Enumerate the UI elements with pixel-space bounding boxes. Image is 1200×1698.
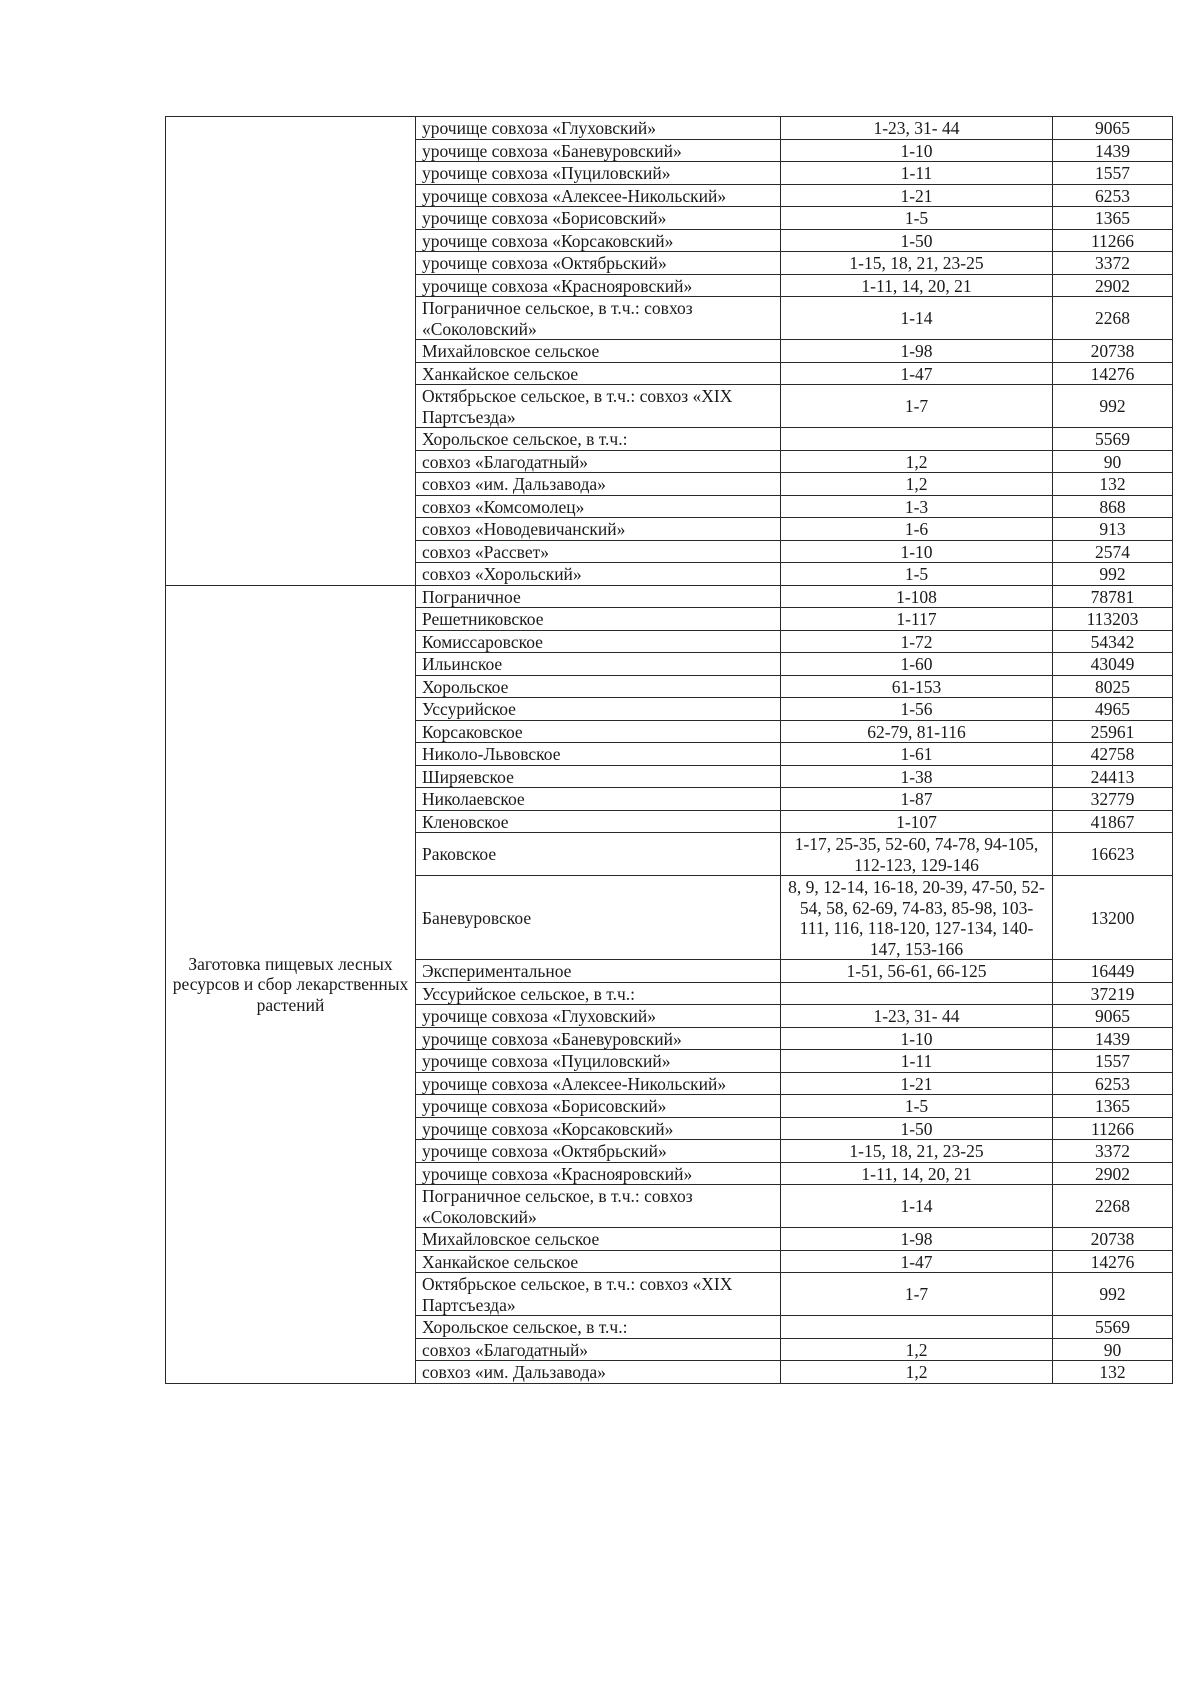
quarter-numbers-cell: 1-21: [781, 1072, 1053, 1095]
area-cell: 6253: [1053, 184, 1173, 207]
quarter-numbers-cell: 1-6: [781, 518, 1053, 541]
quarter-numbers-cell: 1-60: [781, 653, 1053, 676]
area-cell: 9065: [1053, 1005, 1173, 1028]
area-cell: 132: [1053, 1361, 1173, 1384]
quarter-numbers-cell: 1-47: [781, 1250, 1053, 1273]
quarter-numbers-cell: 1-56: [781, 698, 1053, 721]
forestry-name-cell: урочище совхоза «Борисовский»: [416, 1095, 781, 1118]
forestry-name-cell: урочище совхоза «Борисовский»: [416, 207, 781, 230]
area-cell: 1365: [1053, 207, 1173, 230]
forest-resources-table: [165, 116, 1173, 1384]
area-cell: 868: [1053, 495, 1173, 518]
area-cell: 4965: [1053, 698, 1173, 721]
area-cell: 1557: [1053, 1050, 1173, 1073]
quarter-numbers-cell: 1-23, 31- 44: [781, 1005, 1053, 1028]
activity-type-cell: [166, 117, 416, 586]
quarter-numbers-cell: 1,2: [781, 1338, 1053, 1361]
quarter-numbers-cell: 1-50: [781, 1117, 1053, 1140]
quarter-numbers-cell: 1-5: [781, 563, 1053, 586]
forestry-name-cell: Николаевское: [416, 788, 781, 811]
area-cell: 2574: [1053, 540, 1173, 563]
quarter-numbers-cell: 1,2: [781, 473, 1053, 496]
quarter-numbers-cell: 1-38: [781, 765, 1053, 788]
area-cell: 1365: [1053, 1095, 1173, 1118]
area-cell: 5569: [1053, 1316, 1173, 1339]
quarter-numbers-cell: 1-50: [781, 229, 1053, 252]
forestry-name-cell: Михайловское сельское: [416, 340, 781, 363]
forestry-name-cell: совхоз «Хорольский»: [416, 563, 781, 586]
area-cell: 16449: [1053, 960, 1173, 983]
quarter-numbers-cell: 1-98: [781, 1228, 1053, 1251]
forestry-name-cell: урочище совхоза «Пуциловский»: [416, 1050, 781, 1073]
forestry-name-cell: Хорольское: [416, 675, 781, 698]
forestry-name-cell: Решетниковское: [416, 608, 781, 631]
forestry-name-cell: Экспериментальное: [416, 960, 781, 983]
quarter-numbers-cell: 1-5: [781, 207, 1053, 230]
quarter-numbers-cell: 1-11: [781, 162, 1053, 185]
area-cell: 3372: [1053, 252, 1173, 275]
activity-type-cell: Заготовка пищевых лесных ресурсов и сбор лекарственных растений: [166, 585, 416, 1383]
forestry-name-cell: урочище совхоза «Глуховский»: [416, 117, 781, 140]
forestry-name-cell: Ханкайское сельское: [416, 1250, 781, 1273]
area-cell: 6253: [1053, 1072, 1173, 1095]
area-cell: 2268: [1053, 1185, 1173, 1228]
area-cell: 11266: [1053, 229, 1173, 252]
quarter-numbers-cell: 1,2: [781, 450, 1053, 473]
forestry-name-cell: совхоз «Благодатный»: [416, 450, 781, 473]
quarter-numbers-cell: 1-7: [781, 1273, 1053, 1316]
area-cell: 37219: [1053, 982, 1173, 1005]
forestry-name-cell: Пограничное сельское, в т.ч.: совхоз «Соколовский»: [416, 297, 781, 340]
quarter-numbers-cell: 1-107: [781, 810, 1053, 833]
quarter-numbers-cell: 1-108: [781, 585, 1053, 608]
quarter-numbers-cell: [781, 982, 1053, 1005]
forestry-name-cell: совхоз «им. Дальзавода»: [416, 1361, 781, 1384]
forestry-name-cell: Пограничное: [416, 585, 781, 608]
forestry-name-cell: Комиссаровское: [416, 630, 781, 653]
area-cell: 1439: [1053, 139, 1173, 162]
area-cell: 992: [1053, 1273, 1173, 1316]
area-cell: 992: [1053, 385, 1173, 428]
quarter-numbers-cell: 1-87: [781, 788, 1053, 811]
forestry-name-cell: совхоз «Комсомолец»: [416, 495, 781, 518]
area-cell: 1557: [1053, 162, 1173, 185]
quarter-numbers-cell: 62-79, 81-116: [781, 720, 1053, 743]
area-cell: 3372: [1053, 1140, 1173, 1163]
forestry-name-cell: Корсаковское: [416, 720, 781, 743]
quarter-numbers-cell: 1,2: [781, 1361, 1053, 1384]
forestry-name-cell: урочище совхоза «Корсаковский»: [416, 1117, 781, 1140]
area-cell: 20738: [1053, 1228, 1173, 1251]
quarter-numbers-cell: 1-15, 18, 21, 23-25: [781, 252, 1053, 275]
quarter-numbers-cell: 1-5: [781, 1095, 1053, 1118]
area-cell: 11266: [1053, 1117, 1173, 1140]
forestry-name-cell: Михайловское сельское: [416, 1228, 781, 1251]
forestry-name-cell: Ханкайское сельское: [416, 362, 781, 385]
forestry-name-cell: Баневуровское: [416, 876, 781, 960]
quarter-numbers-cell: 1-21: [781, 184, 1053, 207]
area-cell: 90: [1053, 450, 1173, 473]
quarter-numbers-cell: 61-153: [781, 675, 1053, 698]
forestry-name-cell: совхоз «им. Дальзавода»: [416, 473, 781, 496]
area-cell: 78781: [1053, 585, 1173, 608]
area-cell: 13200: [1053, 876, 1173, 960]
area-cell: 14276: [1053, 1250, 1173, 1273]
document-page: [165, 116, 1172, 1384]
forestry-name-cell: Пограничное сельское, в т.ч.: совхоз «Соколовский»: [416, 1185, 781, 1228]
area-cell: 5569: [1053, 428, 1173, 451]
quarter-numbers-cell: 1-14: [781, 297, 1053, 340]
forestry-name-cell: Хорольское сельское, в т.ч.:: [416, 1316, 781, 1339]
forestry-name-cell: Октябрьское сельское, в т.ч.: совхоз «XIX Партсъезда»: [416, 1273, 781, 1316]
forestry-name-cell: урочище совхоза «Глуховский»: [416, 1005, 781, 1028]
forestry-name-cell: Ширяевское: [416, 765, 781, 788]
area-cell: 90: [1053, 1338, 1173, 1361]
area-cell: 41867: [1053, 810, 1173, 833]
forestry-name-cell: урочище совхоза «Пуциловский»: [416, 162, 781, 185]
quarter-numbers-cell: 1-17, 25-35, 52-60, 74-78, 94-105, 112-123, 129-146: [781, 833, 1053, 876]
forestry-name-cell: Николо-Львовское: [416, 743, 781, 766]
quarter-numbers-cell: 1-7: [781, 385, 1053, 428]
area-cell: 132: [1053, 473, 1173, 496]
forestry-name-cell: урочище совхоза «Баневуровский»: [416, 1027, 781, 1050]
area-cell: 2902: [1053, 1162, 1173, 1185]
area-cell: 2268: [1053, 297, 1173, 340]
quarter-numbers-cell: 1-15, 18, 21, 23-25: [781, 1140, 1053, 1163]
area-cell: 25961: [1053, 720, 1173, 743]
quarter-numbers-cell: 8, 9, 12-14, 16-18, 20-39, 47-50, 52-54, 58, 62-69, 74-83, 85-98, 103-111, 116, 118-120, 127-134, 140-147, 153-166: [781, 876, 1053, 960]
area-cell: 14276: [1053, 362, 1173, 385]
quarter-numbers-cell: 1-11, 14, 20, 21: [781, 274, 1053, 297]
forestry-name-cell: совхоз «Благодатный»: [416, 1338, 781, 1361]
forestry-name-cell: совхоз «Рассвет»: [416, 540, 781, 563]
area-cell: 24413: [1053, 765, 1173, 788]
area-cell: 992: [1053, 563, 1173, 586]
area-cell: 9065: [1053, 117, 1173, 140]
forestry-name-cell: урочище совхоза «Октябрьский»: [416, 252, 781, 275]
quarter-numbers-cell: 1-117: [781, 608, 1053, 631]
quarter-numbers-cell: 1-10: [781, 540, 1053, 563]
forestry-name-cell: урочище совхоза «Октябрьский»: [416, 1140, 781, 1163]
forestry-name-cell: урочище совхоза «Баневуровский»: [416, 139, 781, 162]
quarter-numbers-cell: 1-14: [781, 1185, 1053, 1228]
forestry-name-cell: Октябрьское сельское, в т.ч.: совхоз «XIX Партсъезда»: [416, 385, 781, 428]
area-cell: 54342: [1053, 630, 1173, 653]
quarter-numbers-cell: 1-3: [781, 495, 1053, 518]
forestry-name-cell: урочище совхоза «Алексее-Никольский»: [416, 184, 781, 207]
forestry-name-cell: Уссурийское: [416, 698, 781, 721]
forestry-name-cell: Ильинское: [416, 653, 781, 676]
forestry-name-cell: урочище совхоза «Краснояровский»: [416, 274, 781, 297]
quarter-numbers-cell: 1-72: [781, 630, 1053, 653]
forestry-name-cell: урочище совхоза «Алексее-Никольский»: [416, 1072, 781, 1095]
area-cell: 20738: [1053, 340, 1173, 363]
table-row: [166, 117, 1173, 140]
forestry-name-cell: Кленовское: [416, 810, 781, 833]
quarter-numbers-cell: 1-11: [781, 1050, 1053, 1073]
table-body: [166, 117, 1173, 1384]
forestry-name-cell: Уссурийское сельское, в т.ч.:: [416, 982, 781, 1005]
area-cell: 32779: [1053, 788, 1173, 811]
area-cell: 42758: [1053, 743, 1173, 766]
forestry-name-cell: урочище совхоза «Краснояровский»: [416, 1162, 781, 1185]
quarter-numbers-cell: 1-61: [781, 743, 1053, 766]
area-cell: 2902: [1053, 274, 1173, 297]
table-row: [166, 585, 1173, 608]
area-cell: 913: [1053, 518, 1173, 541]
quarter-numbers-cell: 1-98: [781, 340, 1053, 363]
forestry-name-cell: Раковское: [416, 833, 781, 876]
forestry-name-cell: Хорольское сельское, в т.ч.:: [416, 428, 781, 451]
quarter-numbers-cell: 1-11, 14, 20, 21: [781, 1162, 1053, 1185]
area-cell: 43049: [1053, 653, 1173, 676]
quarter-numbers-cell: 1-10: [781, 139, 1053, 162]
area-cell: 8025: [1053, 675, 1173, 698]
quarter-numbers-cell: 1-51, 56-61, 66-125: [781, 960, 1053, 983]
quarter-numbers-cell: [781, 1316, 1053, 1339]
area-cell: 16623: [1053, 833, 1173, 876]
quarter-numbers-cell: 1-47: [781, 362, 1053, 385]
quarter-numbers-cell: 1-10: [781, 1027, 1053, 1050]
area-cell: 113203: [1053, 608, 1173, 631]
quarter-numbers-cell: [781, 428, 1053, 451]
quarter-numbers-cell: 1-23, 31- 44: [781, 117, 1053, 140]
forestry-name-cell: урочище совхоза «Корсаковский»: [416, 229, 781, 252]
area-cell: 1439: [1053, 1027, 1173, 1050]
forestry-name-cell: совхоз «Новодевичанский»: [416, 518, 781, 541]
